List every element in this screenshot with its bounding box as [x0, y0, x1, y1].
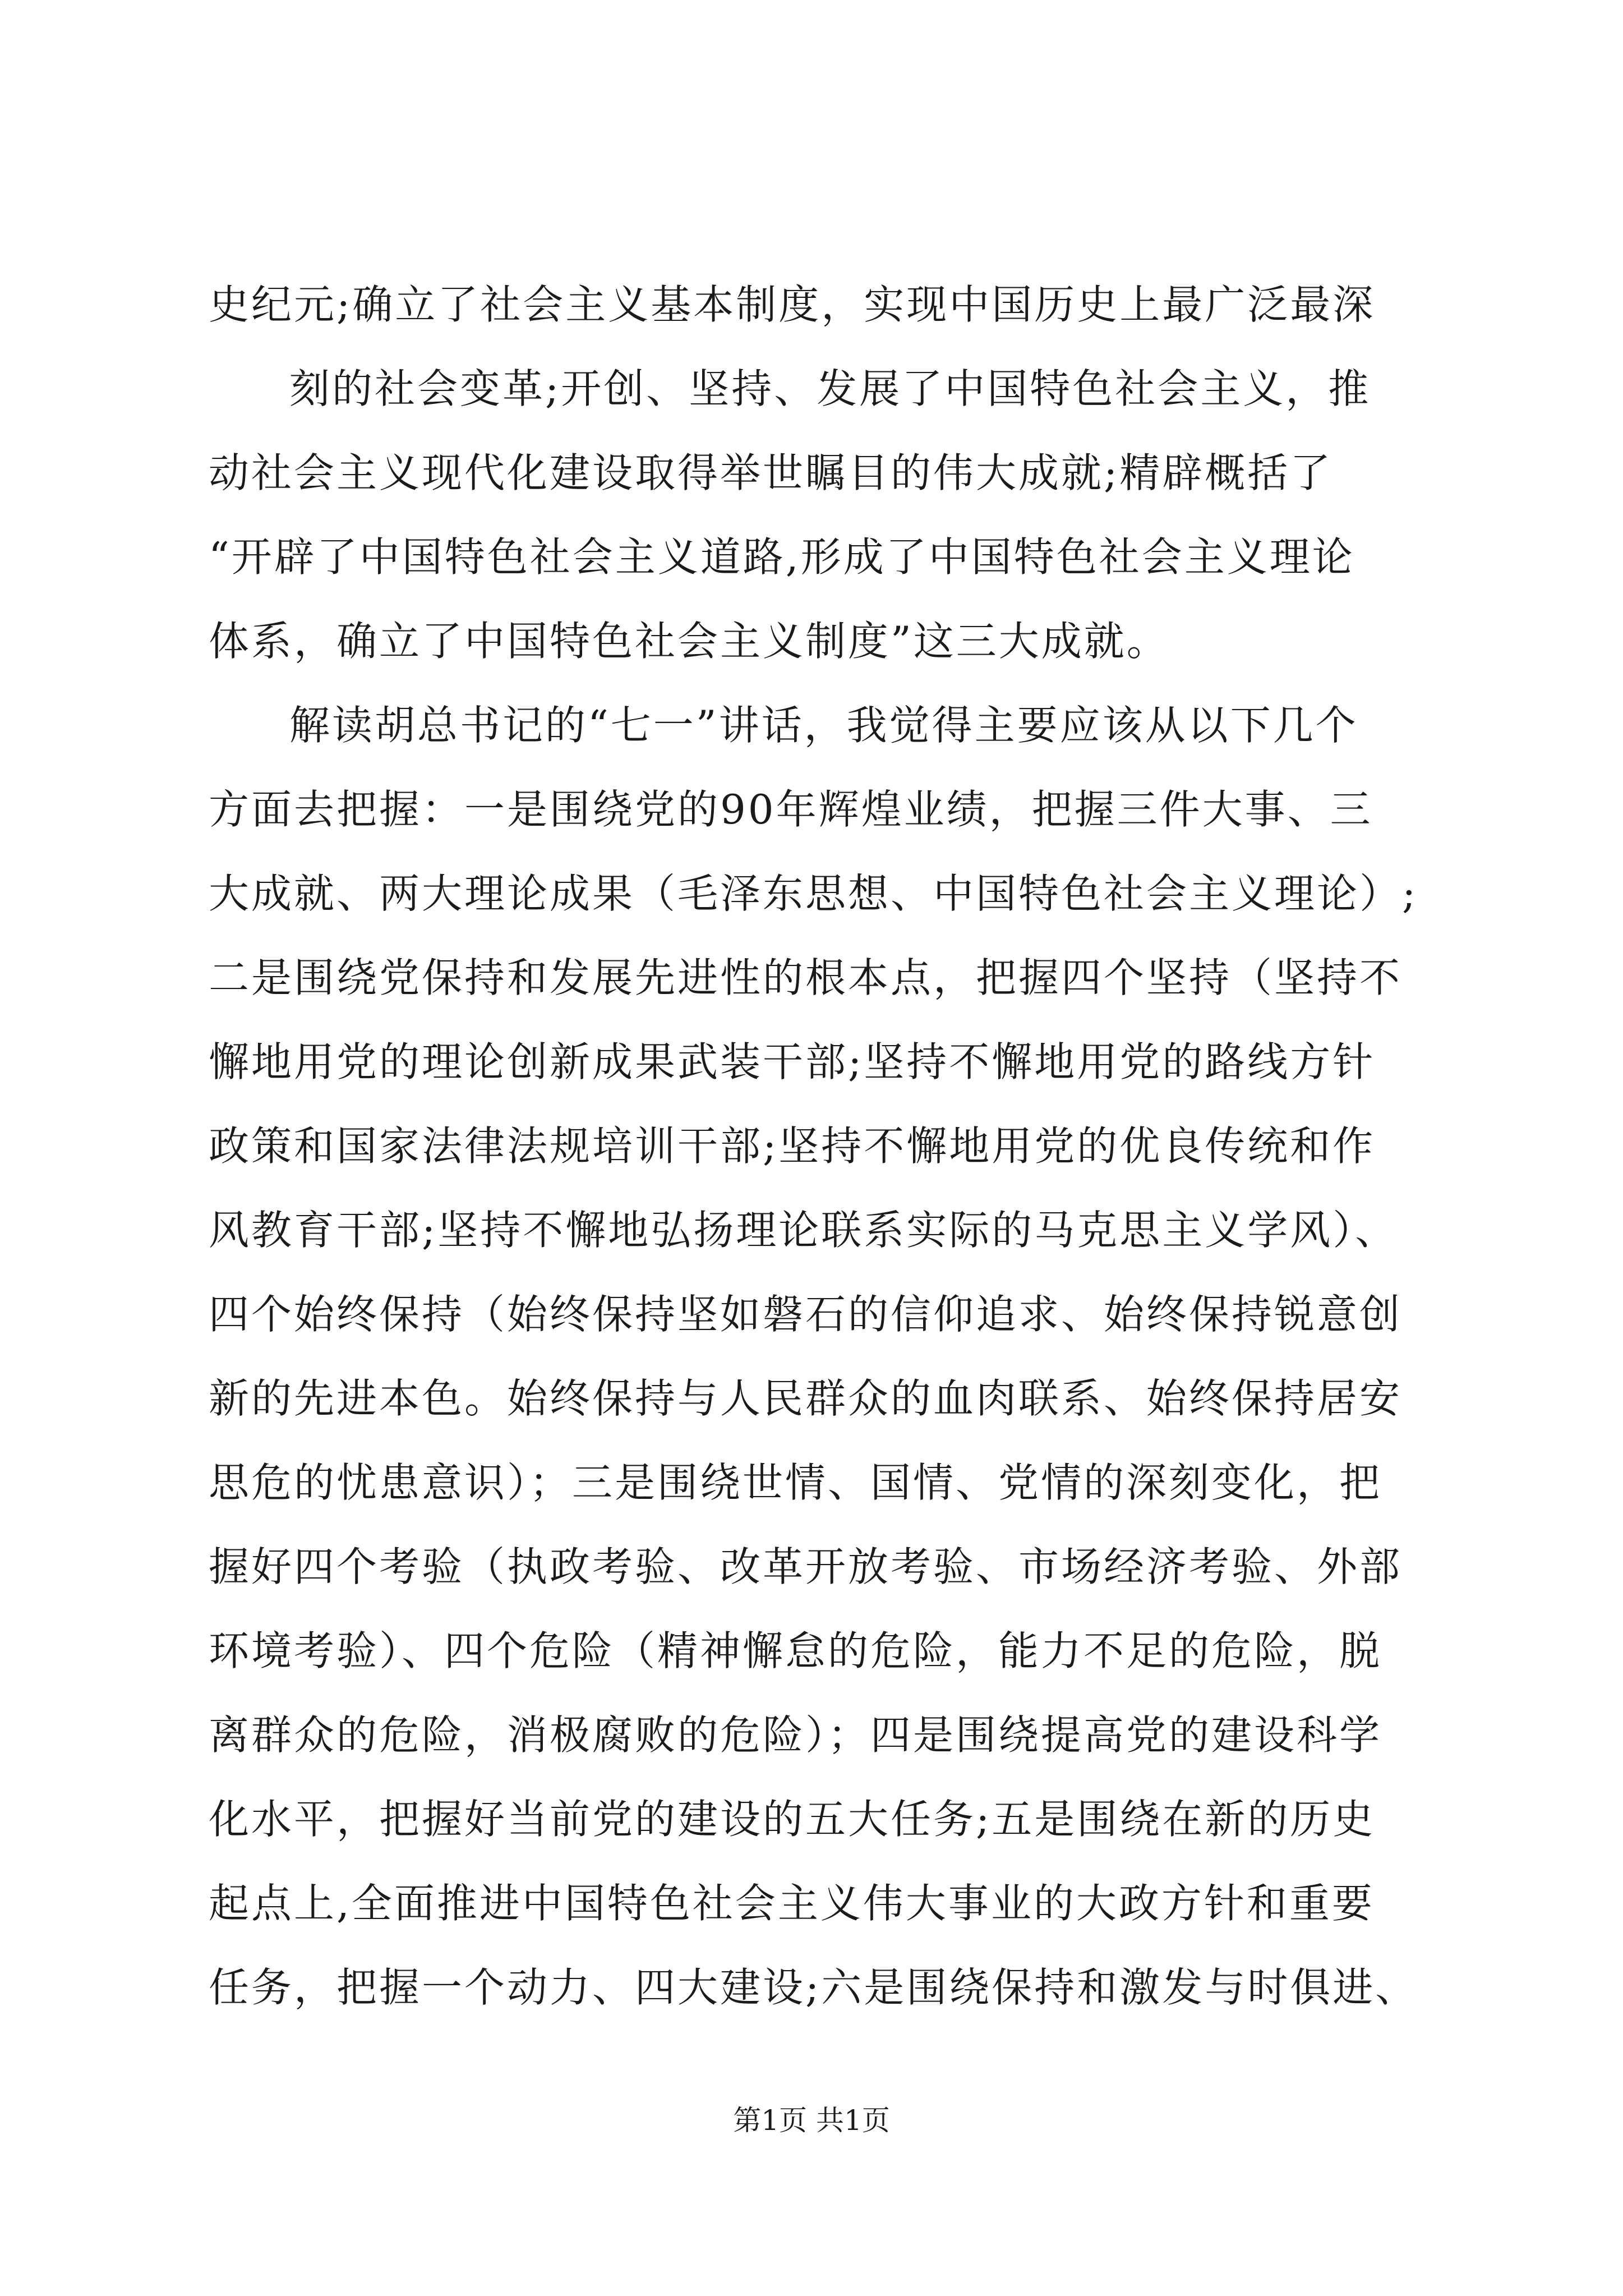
- text-line: 离群众的危险，消极腐败的危险）；四是围绕提高党的建设科学: [209, 1711, 1382, 1759]
- text-line: 新的先进本色。始终保持与人民群众的血肉联系、始终保持居安: [209, 1375, 1403, 1422]
- page-number-label: 第1页 共1页: [733, 2104, 890, 2137]
- text-line: 风教育干部;坚持不懈地弘扬理论联系实际的马克思主义学风）、: [209, 1207, 1398, 1254]
- text-line: 四个始终保持（始终保持坚如磐石的信仰追求、始终保持锐意创: [209, 1291, 1403, 1338]
- text-line: 体系，确立了中国特色社会主义制度”这三大成就。: [209, 618, 1169, 665]
- text-line: 政策和国家法律法规培训干部;坚持不懈地用党的优良传统和作: [209, 1122, 1376, 1170]
- text-line: 化水平，把握好当前党的建设的五大任务;五是围绕在新的历史: [209, 1796, 1376, 1843]
- text-line: 二是围绕党保持和发展先进性的根本点，把握四个坚持（坚持不: [209, 954, 1403, 1001]
- text-line: 起点上,全面推进中国特色社会主义伟大事业的大政方针和重要: [209, 1880, 1375, 1927]
- text-line: “开辟了中国特色社会主义道路,形成了中国特色社会主义理论: [209, 533, 1355, 581]
- page-footer: [0, 2098, 1623, 2143]
- text-line: 刻的社会变革;开创、坚持、发展了中国特色社会主义，推: [289, 365, 1371, 412]
- text-line: 动社会主义现代化建设取得举世瞩目的伟大成就;精辟概括了: [209, 449, 1333, 496]
- text-line: 史纪元;确立了社会主义基本制度，实现中国历史上最广泛最深: [209, 281, 1376, 328]
- text-line: 大成就、两大理论成果（毛泽东思想、中国特色社会主义理论）;: [209, 870, 1418, 917]
- text-line: 思危的忧患意识）；三是围绕世情、国情、党情的深刻变化，把: [209, 1459, 1382, 1506]
- text-line: 任务，把握一个动力、四大建设;六是围绕保持和激发与时俱进、: [209, 1964, 1418, 2011]
- text-line: 方面去把握：一是围绕党的90年辉煌业绩，把握三件大事、三: [209, 786, 1373, 833]
- text-line: 解读胡总书记的“七一”讲话，我觉得主要应该从以下几个: [289, 702, 1358, 749]
- text-line: 懈地用党的理论创新成果武装干部;坚持不懈地用党的路线方针: [209, 1038, 1376, 1085]
- text-line: 环境考验）、四个危险（精神懈怠的危险，能力不足的危险，脱: [209, 1627, 1382, 1674]
- text-line: 握好四个考验（执政考验、改革开放考验、市场经济考验、外部: [209, 1543, 1403, 1590]
